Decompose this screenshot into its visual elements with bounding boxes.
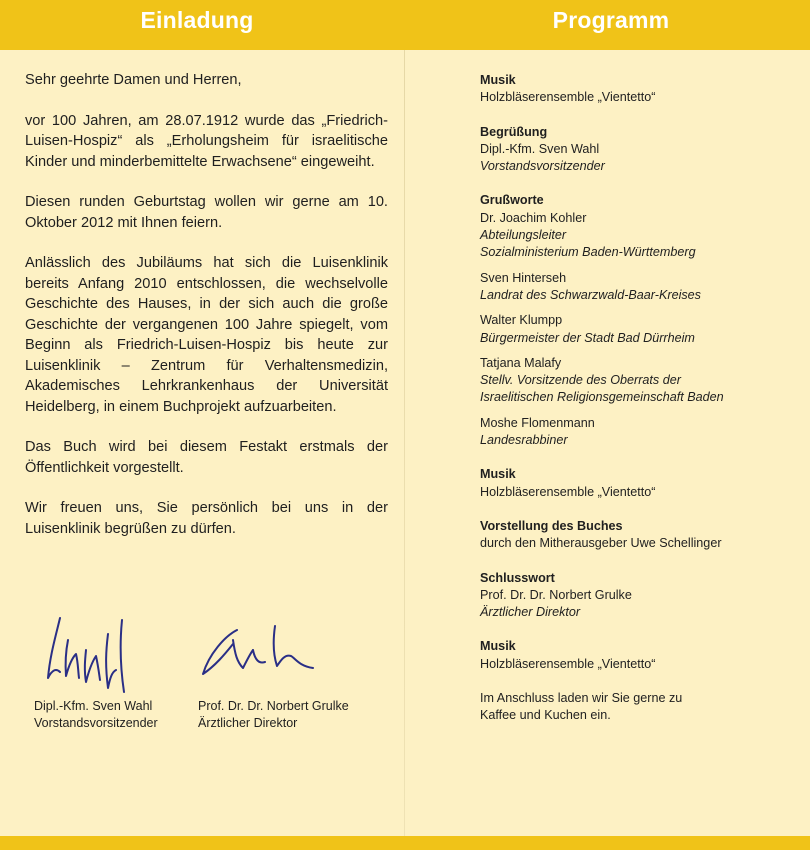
signature-norbert-grulke [195, 610, 325, 685]
speaker-role: Abteilungsleiter [480, 228, 567, 243]
signature-sven-wahl [38, 610, 148, 695]
program-item-welcome [480, 124, 780, 176]
speaker-role: Bürgermeister der Stadt Bad Dürrheim [480, 330, 695, 345]
speaker-name: Walter Klumpp [480, 313, 563, 328]
letter-paragraph: vor 100 Jahren, am 28.07.1912 wurde das „Friedrich-Luisen-Hospiz“ als „Erholungsheim für israelitische Kinder und minderbemittelte Erwachsene“ eingeweiht. [25, 112, 388, 170]
speaker-entry [480, 210, 780, 262]
program-title: Programm [552, 7, 670, 33]
signer-block [198, 698, 349, 732]
program-heading: Musik [480, 639, 516, 654]
speaker-name: Moshe Flomenmann [480, 415, 595, 430]
program-heading: Begrüßung [480, 124, 548, 139]
program-item-music [480, 72, 780, 107]
program-heading: Musik [480, 73, 516, 87]
signer-block [34, 698, 158, 732]
program-heading: Schlusswort [480, 570, 555, 585]
invitation-letter [25, 70, 388, 559]
program-text: Holzbläserensemble „Vientetto“ [480, 656, 656, 671]
afterwards-note [480, 690, 780, 725]
program-text: Holzbläserensemble „Vientetto“ [480, 90, 656, 105]
program-item-greetings [480, 192, 780, 449]
speaker-role: Sozialministerium Baden-Württemberg [480, 245, 696, 260]
program-heading: Grußworte [480, 193, 544, 208]
program-item-music [480, 466, 780, 501]
speaker-name: Prof. Dr. Dr. Norbert Grulke [480, 587, 632, 602]
speaker-name: Dipl.-Kfm. Sven Wahl [480, 141, 600, 156]
program-heading: Musik [480, 467, 516, 482]
letter-paragraph: Das Buch wird bei diesem Festakt erstmals der Öffentlichkeit vorgestellt. [25, 439, 388, 476]
signer-name: Prof. Dr. Dr. Norbert Grulke [198, 699, 349, 713]
program-item-music [480, 638, 780, 673]
speaker-name: Dr. Joachim Kohler [480, 210, 587, 225]
speaker-entry [480, 312, 780, 347]
speaker-role: Israelitischen Religionsgemeinschaft Baden [480, 390, 724, 405]
fold-line [404, 50, 405, 836]
program-text: durch den Mitherausgeber Uwe Schellinger [480, 536, 722, 551]
program-list [480, 72, 780, 725]
afterwards-line: Im Anschluss laden wir Sie gerne zu [480, 691, 683, 706]
speaker-entry [480, 355, 780, 407]
signer-name: Dipl.-Kfm. Sven Wahl [34, 699, 153, 713]
program-heading: Vorstellung des Buches [480, 518, 623, 533]
speaker-role: Vorstandsvorsitzender [480, 159, 605, 174]
footer-bar [0, 836, 810, 850]
invitation-title: Einladung [140, 7, 254, 33]
program-item-closing [480, 570, 780, 622]
program-text: Holzbläserensemble „Vientetto“ [480, 484, 656, 499]
speaker-entry [480, 415, 780, 450]
letter-paragraph: Wir freuen uns, Sie persönlich bei uns in der Luisenklinik begrüßen zu dürfen. [25, 500, 388, 537]
speaker-entry [480, 270, 780, 305]
speaker-role: Ärztlicher Direktor [480, 605, 581, 620]
letter-paragraph: Anlässlich des Jubiläums hat sich die Luisenklinik bereits Anfang 2010 entschlossen, die wechselvolle Geschichte des Hauses, in der sich auch die große Geschichte der vergangenen 100 Jahre spiegelt, vom Beginn als Friedrich-Luisen-Hospiz bis heute zur Luisenklinik – Zentrum für Verhaltensmedizin, Akademisches Lehrkrankenhaus der Universität Heidelberg, in einem Buchprojekt aufzuarbeiten. [25, 255, 388, 415]
program-item-book [480, 518, 780, 553]
salutation: Sehr geehrte Damen und Herren, [25, 72, 242, 88]
speaker-role: Stellv. Vorsitzende des Oberrats der [480, 373, 681, 388]
speaker-name: Sven Hinterseh [480, 270, 567, 285]
speaker-role: Landrat des Schwarzwald-Baar-Kreises [480, 287, 701, 302]
afterwards-line: Kaffee und Kuchen ein. [480, 708, 611, 723]
letter-paragraph: Diesen runden Geburtstag wollen wir gerne am 10. Oktober 2012 mit Ihnen feiern. [25, 194, 388, 231]
signer-role: Ärztlicher Direktor [198, 716, 298, 730]
speaker-role: Landesrabbiner [480, 433, 568, 448]
speaker-name: Tatjana Malafy [480, 355, 562, 370]
signer-role: Vorstandsvorsitzender [34, 716, 158, 730]
